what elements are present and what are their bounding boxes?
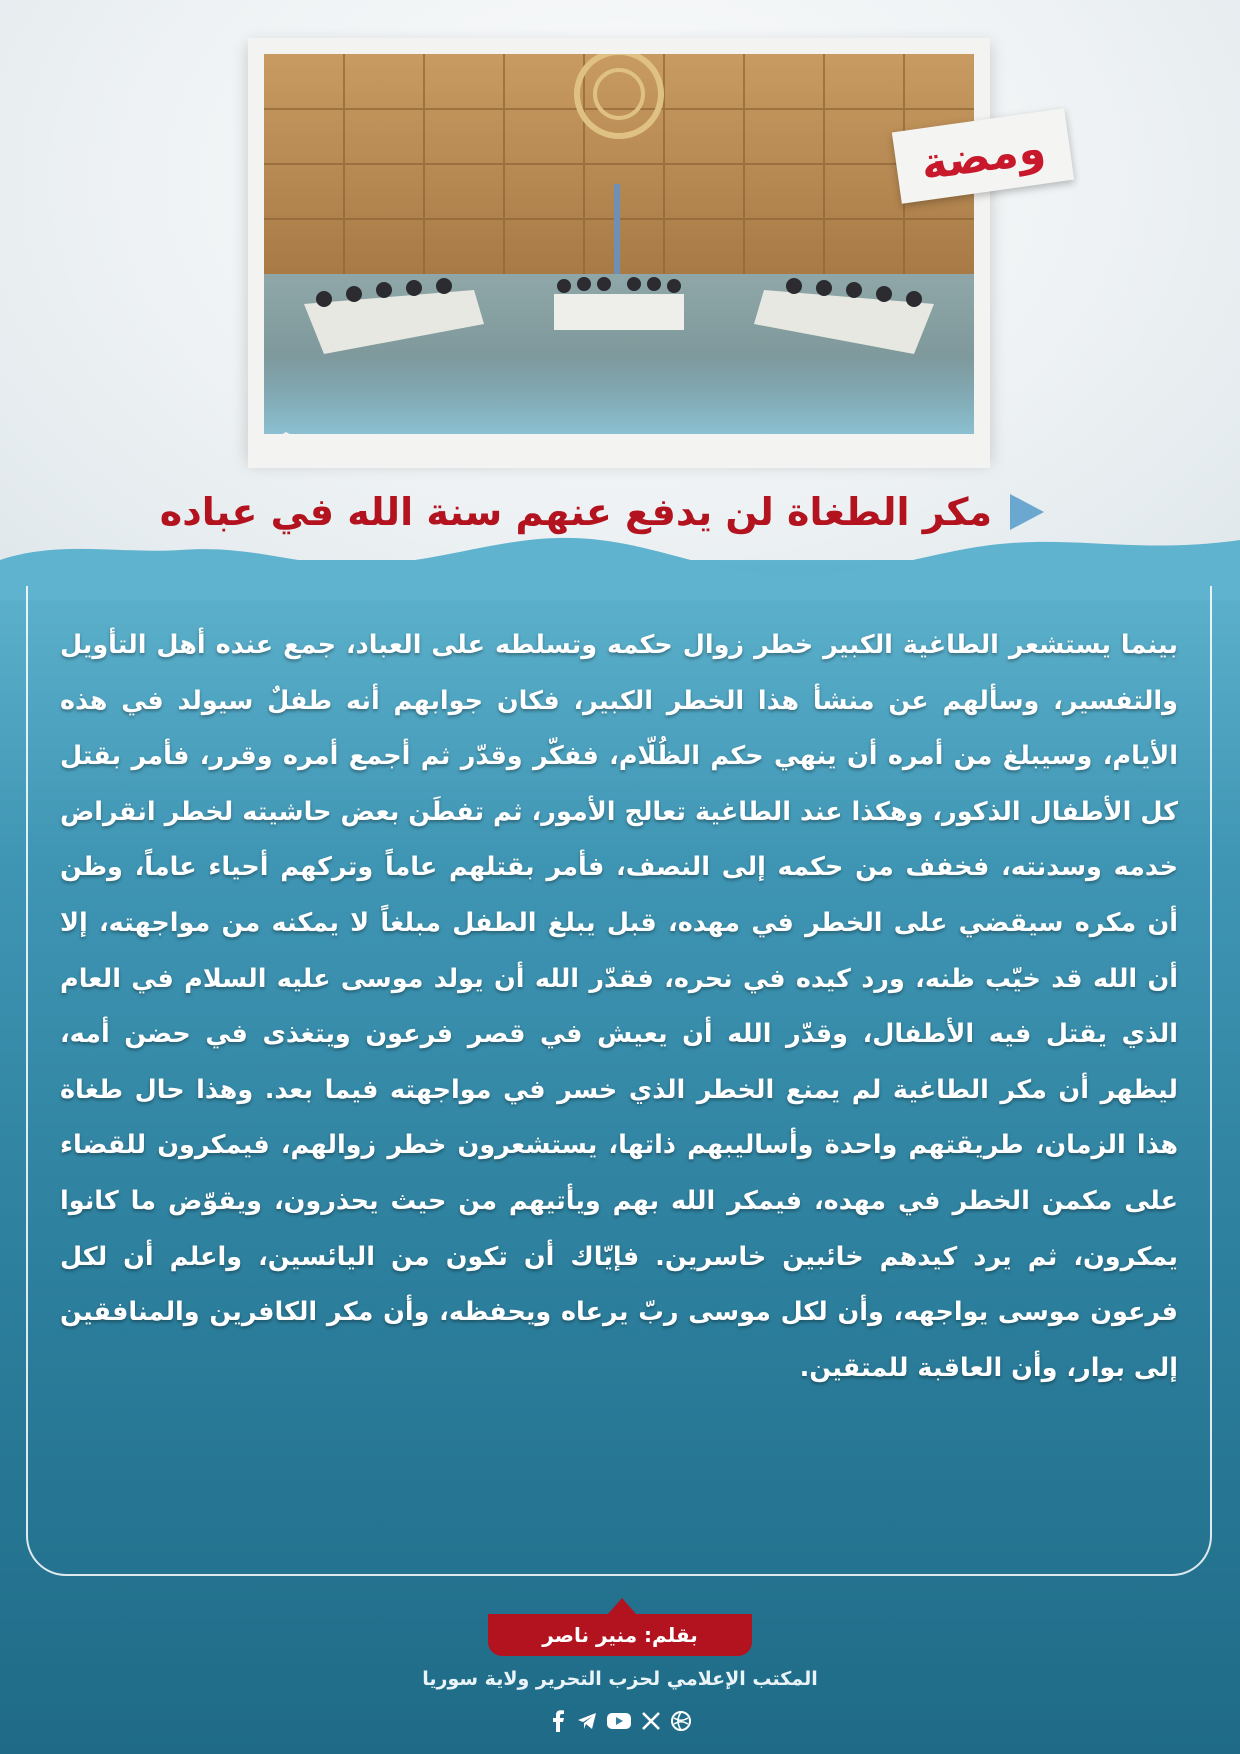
stamp-label: ومضة: [917, 122, 1049, 190]
x-icon[interactable]: [640, 1708, 662, 1734]
photo-frame: [248, 38, 990, 458]
article-body: بينما يستشعر الطاغية الكبير خطر زوال حكمه وتسلطه على العباد، جمع عنده أهل التأويل والتفسير، وسألهم عن منشأ هذا الخطر الكبير، فكان جوابهم أنه طفلٌ سيولد في هذه الأيام، وسيبلغ من أمره أن ينهي حكم الظُلّام، ففكّر وقدّر ثم أجمع أمره وقرر، فأمر بقتل كل الأطفال الذكور، وهكذا عند الطاغية تعالج الأمور، ثم تفطَن بعض حاشيته لخطر انقراض خدمه وسدنته، فخفف من حكمه إلى النصف، فأمر بقتلهم عاماً وتركهم أحياء عاماً، وظن أن مكره سيقضي على الخطر في مهده، قبل يبلغ الطفل مبلغاً لا يمكنه من مواجهته، إلا أن الله قد خيّب ظنه، ورد كيده في نحره، فقدّر الله أن يولد موسى عليه السلام في العام الذي يقتل فيه الأطفال، وقدّر الله أن يعيش في قصر فرعون ويتغذى في حضن أمه، ليظهر أن مكر الطاغية لم يمنع الخطر الذي خسر في مواجهته فيما بعد. وهذا حال طغاة هذا الزمان، طريقتهم واحدة وأساليبهم ذاتها، يستشعرون خطر زوالهم، فيمكرون للقضاء على مكمن الخطر في مهده، فيمكر الله بهم ويأتيهم من حيث يحذرون، ويقوّض ما كانوا يمكرون، ثم يرد كيدهم خائبين خاسرين. فإيّاك أن تكون من اليائسين، واعلم أن لكل فرعون موسى يواجهه، وأن لكل موسى ربّ يرعاه ويحفظه، وأن مكر الكافرين والمنافقين إلى بوار، وأن العاقبة للمتقين.: [60, 630, 1178, 1383]
youtube-icon[interactable]: [606, 1708, 632, 1734]
arrow-icon: [1010, 494, 1044, 530]
author-tab: [488, 1614, 752, 1656]
headline-row: [120, 482, 1080, 542]
author-tab-notch: [608, 1598, 636, 1614]
facebook-icon[interactable]: [548, 1708, 568, 1734]
torn-paper-edge: [248, 428, 990, 468]
media-office-label: المكتب الإعلامي لحزب التحرير ولاية سوريا: [422, 1668, 818, 1690]
social-icons: [548, 1706, 692, 1736]
telegram-icon[interactable]: [576, 1708, 598, 1734]
author-byline: بقلم: منير ناصر: [542, 1623, 698, 1647]
conference-photo: [264, 54, 974, 434]
web-icon[interactable]: [670, 1708, 692, 1734]
headline: مكر الطغاة لن يدفع عنهم سنة الله في عباده: [159, 490, 992, 534]
